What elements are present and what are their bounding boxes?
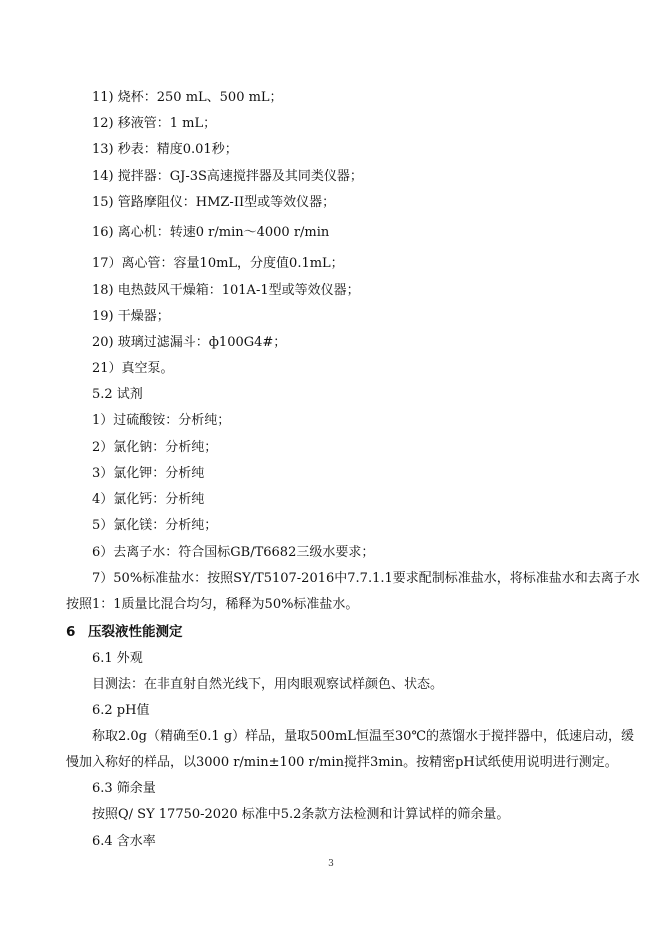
equipment-item-14: 14) 搅拌器：GJ-3S高速搅拌器及其同类仪器； xyxy=(92,169,363,184)
equipment-item-20: 20) 玻璃过滤漏斗：ф100G4#； xyxy=(92,335,287,350)
subsection-6-3-heading: 6.3 筛余量 xyxy=(92,781,156,796)
equipment-item-19: 19) 干燥器； xyxy=(92,309,170,324)
subsection-6-2-heading: 6.2 pH值 xyxy=(92,703,150,718)
ph-procedure-text-continued: 慢加入称好的样品，以3000 r/min±100 r/min搅拌3min。按精密pH试纸使用说明进行测定。 xyxy=(66,755,618,770)
equipment-item-21: 21）真空泵。 xyxy=(92,361,174,376)
ph-procedure-text: 称取2.0g（精确至0.1 g）样品，量取500mL恒温至30℃的蒸馏水于搅拌器中，低速启动，缓 xyxy=(92,729,634,744)
subsection-5-2-heading: 5.2 试剂 xyxy=(92,387,143,402)
equipment-item-18: 18) 电热鼓风干燥箱：101A-1型或等效仪器； xyxy=(92,283,360,298)
section-number: 6 xyxy=(66,624,76,640)
equipment-item-16: 16) 离心机：转速0 r/min～4000 r/min xyxy=(92,225,330,240)
sieve-residue-text: 按照Q/ SY 17750-2020 标准中5.2条款方法检测和计算试样的筛余量。 xyxy=(92,807,510,822)
reagent-item-3: 3）氯化钾：分析纯 xyxy=(92,466,205,481)
page-number: 3 xyxy=(328,859,334,869)
equipment-item-11: 11) 烧杯：250 mL、500 mL； xyxy=(92,90,283,105)
equipment-item-15: 15) 管路摩阻仪：HMZ-II型或等效仪器； xyxy=(92,195,336,210)
reagent-item-1: 1）过硫酸铵：分析纯； xyxy=(92,413,231,428)
reagent-item-7: 7）50%标准盐水：按照SY/T5107-2016中7.7.1.1要求配制标准盐水，将标准盐水和去离子水 xyxy=(92,571,640,586)
reagent-item-2: 2）氯化钠：分析纯； xyxy=(92,440,218,455)
equipment-item-13: 13) 秒表：精度0.01秒； xyxy=(92,142,238,157)
reagent-item-6: 6）去离子水：符合国标GB/T6682三级水要求； xyxy=(92,545,375,560)
section-6-heading xyxy=(66,624,183,640)
equipment-item-17: 17）离心管：容量10mL，分度值0.1mL； xyxy=(92,256,344,271)
subsection-6-4-heading: 6.4 含水率 xyxy=(92,834,156,849)
appearance-method-text: 目测法：在非直射自然光线下，用肉眼观察试样颜色、状态。 xyxy=(92,677,444,692)
reagent-item-4: 4）氯化钙：分析纯 xyxy=(92,492,205,507)
subsection-6-1-heading: 6.1 外观 xyxy=(92,651,143,666)
reagent-item-7-continued: 按照1：1质量比混合均匀，稀释为50%标准盐水。 xyxy=(66,597,359,612)
reagent-item-5: 5）氯化镁：分析纯； xyxy=(92,518,218,533)
equipment-item-12: 12) 移液管：1 mL； xyxy=(92,116,217,131)
section-title: 压裂液性能测定 xyxy=(88,624,183,640)
